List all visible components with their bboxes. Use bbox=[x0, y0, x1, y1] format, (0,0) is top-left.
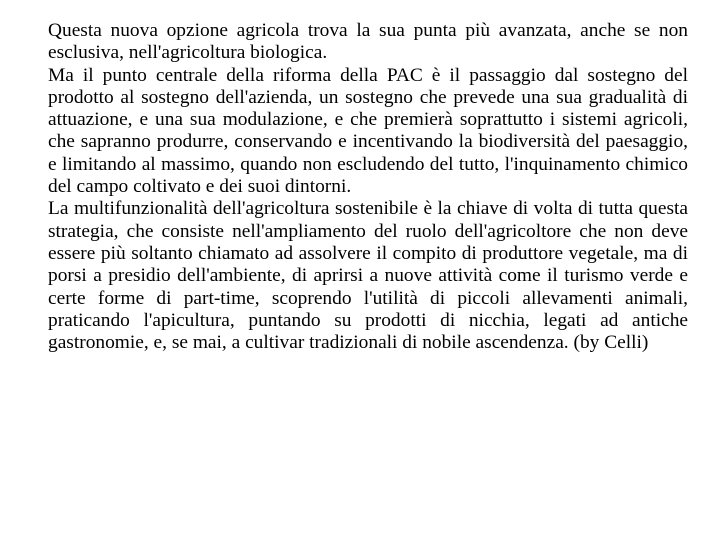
paragraph-intro: Questa nuova opzione agricola trova la sua punta più avanzata, anche se non esclusiva, nell'agricoltura biologica. bbox=[48, 20, 688, 64]
paragraph-multifunctionality: La multifunzionalità dell'agricoltura sostenibile è la chiave di volta di tutta questa strategia, che consiste nell'ampliamento del ruolo dell'agricoltore che non deve essere più soltanto chiamato ad assolvere il compito di produttore vegetale, ma di porsi a presidio dell'ambiente, di aprirsi a nuove attività come il turismo verde e certe forme di part-time, scoprendo l'utilità di piccoli allevamenti animali, praticando l'apicultura, puntando su prodotti di nicchia, legati ad antiche gastronomie, e, se mai, a cultivar tradizionali di nobile ascendenza. (by Celli) bbox=[48, 198, 688, 354]
document-body bbox=[48, 20, 688, 354]
paragraph-pac-reform: Ma il punto centrale della riforma della PAC è il passaggio dal sostegno del prodotto al sostegno dell'azienda, un sostegno che prevede una sua gradualità di attuazione, e una sua modulazione, e che premierà soprattutto i sistemi agricoli, che sapranno produrre, conservando e incentivando la biodiversità del paesaggio, e limitando al massimo, quando non escludendo del tutto, l'inquinamento chimico del campo coltivato e dei suoi dintorni. bbox=[48, 64, 688, 198]
